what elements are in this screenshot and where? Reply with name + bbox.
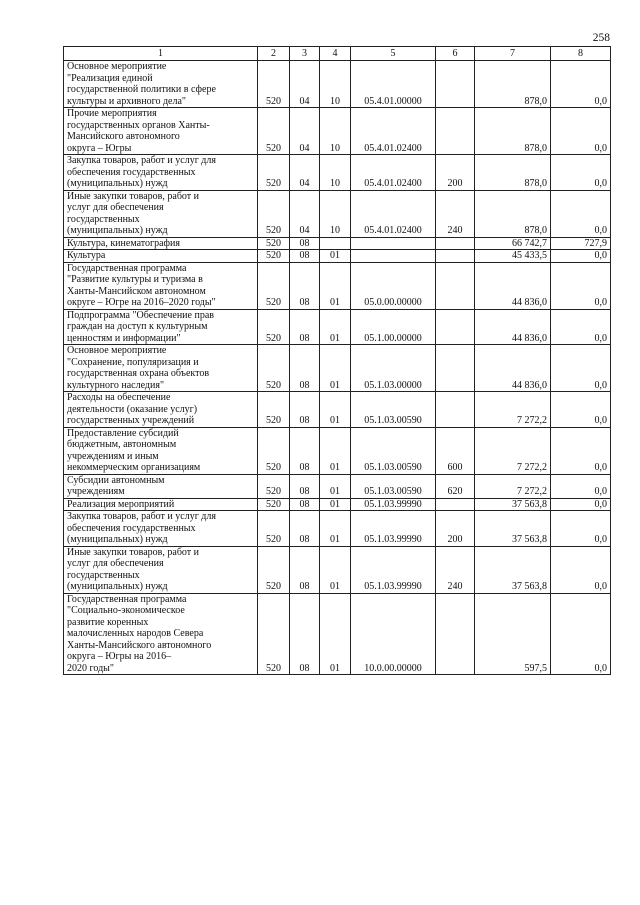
subsection-code-cell: 01 [320,427,351,474]
section-code-cell: 08 [290,427,320,474]
federal-amount-cell: 0,0 [551,250,611,263]
column-header: 7 [475,47,551,61]
amount-cell: 878,0 [475,190,551,237]
federal-amount-cell: 0,0 [551,108,611,155]
amount-cell: 7 272,2 [475,427,551,474]
page-number: 258 [592,32,610,44]
target-article-cell: 05.1.03.00000 [351,345,436,392]
subsection-code-cell: 10 [320,155,351,191]
section-code-cell: 04 [290,155,320,191]
amount-cell: 66 742,7 [475,237,551,250]
item-name-cell: Иные закупки товаров, работ и услуг для обеспечения государственных (муниципальных) нужд [64,546,258,593]
table-row [64,498,611,511]
table-row [64,593,611,675]
target-article-cell: 05.1.03.99990 [351,511,436,547]
federal-amount-cell: 0,0 [551,392,611,428]
ministry-code-cell: 520 [258,155,290,191]
ministry-code-cell: 520 [258,392,290,428]
subsection-code-cell: 01 [320,498,351,511]
expense-type-cell: 200 [436,511,475,547]
ministry-code-cell: 520 [258,511,290,547]
ministry-code-cell: 520 [258,427,290,474]
expense-type-cell: 240 [436,546,475,593]
section-code-cell: 08 [290,593,320,675]
table-row [64,474,611,498]
item-name-cell: Реализация мероприятий [64,498,258,511]
target-article-cell: 05.4.01.02400 [351,190,436,237]
column-header: 1 [64,47,258,61]
section-code-cell: 08 [290,250,320,263]
subsection-code-cell: 10 [320,108,351,155]
amount-cell: 597,5 [475,593,551,675]
section-code-cell: 04 [290,108,320,155]
target-article-cell: 05.1.03.00590 [351,427,436,474]
ministry-code-cell: 520 [258,108,290,155]
section-code-cell: 08 [290,345,320,392]
amount-cell: 878,0 [475,108,551,155]
table-row [64,392,611,428]
ministry-code-cell: 520 [258,309,290,345]
federal-amount-cell: 0,0 [551,262,611,309]
section-code-cell: 08 [290,498,320,511]
table-row [64,61,611,108]
federal-amount-cell: 0,0 [551,593,611,675]
ministry-code-cell: 520 [258,498,290,511]
item-name-cell: Основное мероприятие "Реализация единой государственной политики в сфере культуры и архивного дела" [64,61,258,108]
subsection-code-cell: 10 [320,61,351,108]
item-name-cell: Закупка товаров, работ и услуг для обеспечения государственных (муниципальных) нужд [64,511,258,547]
section-code-cell: 08 [290,262,320,309]
item-name-cell: Расходы на обеспечение деятельности (оказание услуг) государственных учреждений [64,392,258,428]
item-name-cell: Подпрограмма "Обеспечение прав граждан на доступ к культурным ценностям и информации" [64,309,258,345]
target-article-cell: 05.4.01.00000 [351,61,436,108]
amount-cell: 45 433,5 [475,250,551,263]
target-article-cell: 05.1.00.00000 [351,309,436,345]
federal-amount-cell: 0,0 [551,546,611,593]
federal-amount-cell: 0,0 [551,474,611,498]
amount-cell: 44 836,0 [475,262,551,309]
expense-type-cell: 620 [436,474,475,498]
ministry-code-cell: 520 [258,345,290,392]
target-article-cell: 05.1.03.99990 [351,546,436,593]
amount-cell: 878,0 [475,155,551,191]
amount-cell: 37 563,8 [475,511,551,547]
target-article-cell: 05.4.01.02400 [351,155,436,191]
table-row [64,309,611,345]
section-code-cell: 08 [290,237,320,250]
federal-amount-cell: 0,0 [551,61,611,108]
amount-cell: 37 563,8 [475,546,551,593]
table-row [64,155,611,191]
column-header: 4 [320,47,351,61]
target-article-cell: 05.0.00.00000 [351,262,436,309]
expense-type-cell [436,250,475,263]
subsection-code-cell: 01 [320,392,351,428]
item-name-cell: Иные закупки товаров, работ и услуг для обеспечения государственных (муниципальных) нужд [64,190,258,237]
subsection-code-cell: 01 [320,309,351,345]
expense-type-cell: 240 [436,190,475,237]
table-row [64,190,611,237]
table-row [64,546,611,593]
expense-type-cell [436,345,475,392]
federal-amount-cell: 0,0 [551,309,611,345]
amount-cell: 44 836,0 [475,309,551,345]
ministry-code-cell: 520 [258,237,290,250]
subsection-code-cell: 01 [320,345,351,392]
subsection-code-cell: 01 [320,250,351,263]
expense-type-cell [436,61,475,108]
target-article-cell: 10.0.00.00000 [351,593,436,675]
ministry-code-cell: 520 [258,190,290,237]
expense-type-cell [436,237,475,250]
target-article-cell: 05.1.03.00590 [351,392,436,428]
table-row [64,108,611,155]
column-header: 6 [436,47,475,61]
budget-table [63,46,611,675]
expense-type-cell [436,498,475,511]
subsection-code-cell: 01 [320,262,351,309]
column-header: 3 [290,47,320,61]
item-name-cell: Предоставление субсидий бюджетным, автономным учреждениям и иным некоммерческим организациям [64,427,258,474]
expense-type-cell [436,593,475,675]
section-code-cell: 08 [290,392,320,428]
section-code-cell: 04 [290,61,320,108]
amount-cell: 37 563,8 [475,498,551,511]
section-code-cell: 08 [290,309,320,345]
amount-cell: 44 836,0 [475,345,551,392]
ministry-code-cell: 520 [258,262,290,309]
federal-amount-cell: 727,9 [551,237,611,250]
subsection-code-cell [320,237,351,250]
expense-type-cell [436,309,475,345]
item-name-cell: Основное мероприятие "Сохранение, популяризация и государственная охрана объектов культурного наследия" [64,345,258,392]
expense-type-cell: 600 [436,427,475,474]
item-name-cell: Культура [64,250,258,263]
item-name-cell: Прочие мероприятия государственных органов Ханты- Мансийского автономного округа – Югры [64,108,258,155]
target-article-cell [351,237,436,250]
ministry-code-cell: 520 [258,250,290,263]
table-row [64,511,611,547]
section-code-cell: 08 [290,511,320,547]
federal-amount-cell: 0,0 [551,155,611,191]
subsection-code-cell: 01 [320,511,351,547]
item-name-cell: Государственная программа "Развитие культуры и туризма в Ханты-Мансийском автономном округе – Югре на 2016–2020 годы" [64,262,258,309]
expense-type-cell [436,108,475,155]
subsection-code-cell: 01 [320,474,351,498]
table-row [64,237,611,250]
column-header: 2 [258,47,290,61]
column-header: 5 [351,47,436,61]
subsection-code-cell: 01 [320,593,351,675]
item-name-cell: Субсидии автономным учреждениям [64,474,258,498]
target-article-cell [351,250,436,263]
ministry-code-cell: 520 [258,61,290,108]
section-code-cell: 08 [290,474,320,498]
column-header: 8 [551,47,611,61]
target-article-cell: 05.1.03.99990 [351,498,436,511]
amount-cell: 7 272,2 [475,392,551,428]
section-code-cell: 04 [290,190,320,237]
federal-amount-cell: 0,0 [551,498,611,511]
item-name-cell: Государственная программа "Социально-экономическое развитие коренных малочисленных народов Севера Ханты-Мансийского автономного округа – Югры на 2016– 2020 годы" [64,593,258,675]
expense-type-cell [436,392,475,428]
table-row [64,262,611,309]
ministry-code-cell: 520 [258,593,290,675]
table-row [64,345,611,392]
subsection-code-cell: 01 [320,546,351,593]
federal-amount-cell: 0,0 [551,345,611,392]
table-header-row [64,47,611,61]
amount-cell: 878,0 [475,61,551,108]
table-row [64,427,611,474]
target-article-cell: 05.1.03.00590 [351,474,436,498]
federal-amount-cell: 0,0 [551,190,611,237]
item-name-cell: Культура, кинематография [64,237,258,250]
federal-amount-cell: 0,0 [551,427,611,474]
table-row [64,250,611,263]
item-name-cell: Закупка товаров, работ и услуг для обеспечения государственных (муниципальных) нужд [64,155,258,191]
amount-cell: 7 272,2 [475,474,551,498]
ministry-code-cell: 520 [258,546,290,593]
section-code-cell: 08 [290,546,320,593]
table-body [64,61,611,675]
ministry-code-cell: 520 [258,474,290,498]
subsection-code-cell: 10 [320,190,351,237]
federal-amount-cell: 0,0 [551,511,611,547]
expense-type-cell: 200 [436,155,475,191]
target-article-cell: 05.4.01.02400 [351,108,436,155]
expense-type-cell [436,262,475,309]
